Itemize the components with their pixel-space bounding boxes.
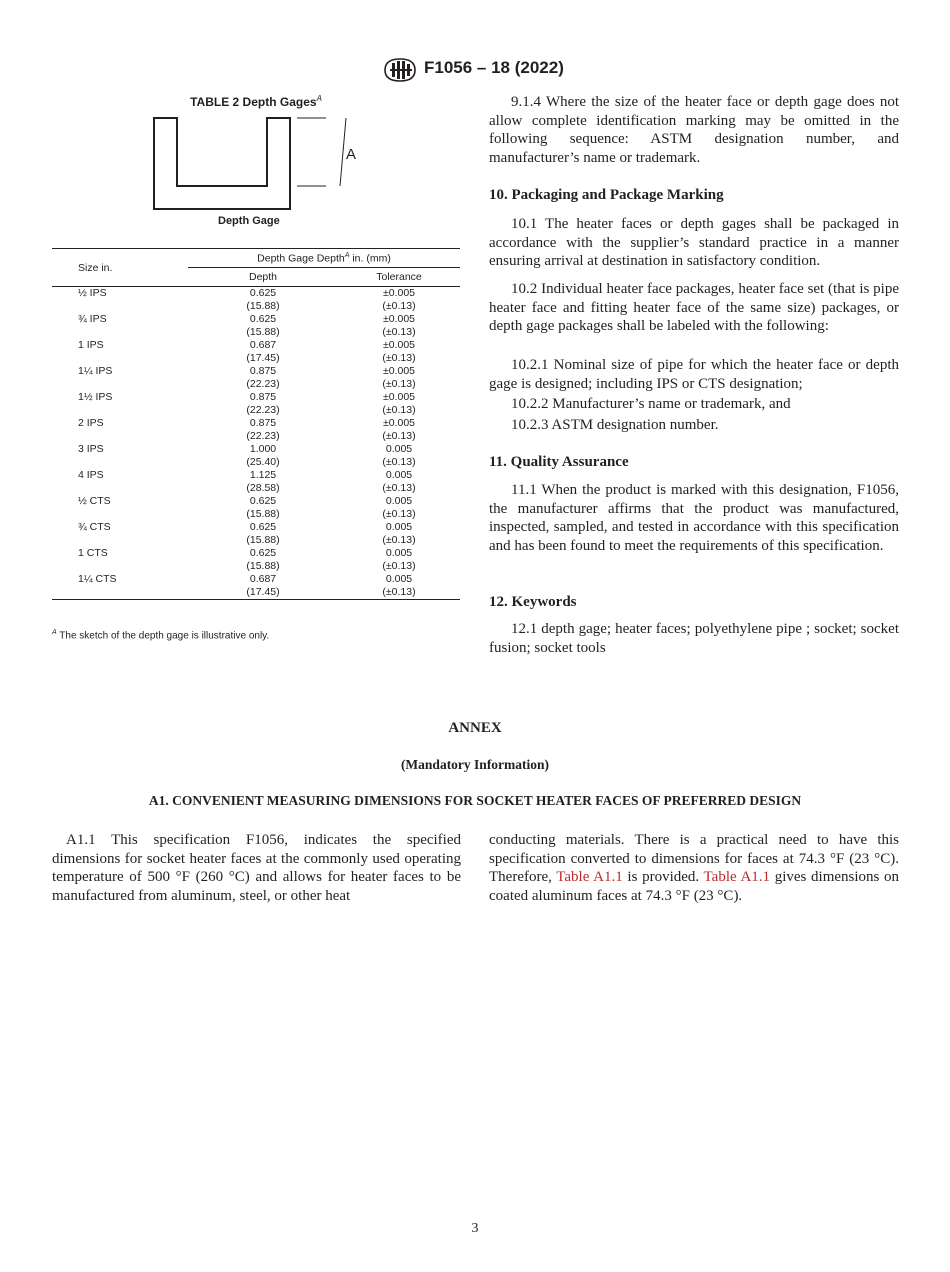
- row-size-value: ½ IPS: [78, 287, 107, 299]
- annex-a1-1-right: conducting materials. There is a practical need to have this specification converted to dimensions for faces at 74.3 °F (23 °C). Therefore, Table A1.1 is provided. Table A1.1 gives dimensions on coated aluminum faces at 74.3 °F (23 °C).: [489, 832, 900, 904]
- table-row: [52, 391, 460, 417]
- row-size-value: 3 IPS: [78, 443, 104, 455]
- row-depth-metric: (28.58): [246, 482, 280, 494]
- paragraph-9-1-4: 9.1.4 Where the size of the heater face or depth gage does not allow complete identification marking may be omitted in the following sequence: ASTM designation number, and manufacturer’s name or trademark.: [489, 94, 899, 166]
- row-depth-value: 0.875: [249, 417, 277, 429]
- row-size-value: 2 IPS: [78, 417, 104, 429]
- row-depth-metric: (22.23): [246, 404, 280, 416]
- row-depth: [188, 417, 338, 443]
- row-depth-metric: (15.88): [246, 508, 280, 520]
- annex-subtitle: (Mandatory Information): [400, 757, 550, 772]
- row-depth: [188, 365, 338, 391]
- table-row: [52, 417, 460, 443]
- row-depth-metric: (17.45): [246, 352, 280, 364]
- table-row: [52, 365, 460, 391]
- row-size-value: 1 IPS: [78, 339, 104, 351]
- row-tolerance-metric: (±0.13): [382, 456, 416, 468]
- table-title-text: TABLE 2 Depth Gages: [190, 95, 317, 109]
- paragraph-10-2: 10.2 Individual heater face packages, heater face set (that is pipe heater face and fitting heater face of the same size) packages, or depth gage packages shall be labeled with the following:: [489, 281, 899, 335]
- row-size: [52, 287, 188, 314]
- row-tolerance-value: ±0.005: [382, 365, 416, 377]
- row-tolerance-value: ±0.005: [382, 339, 416, 351]
- paragraph-10-1: 10.1 The heater faces or depth gages shall be packaged in accordance with the supplier’s standard practice in a manner ensuring arrival at destination in satisfactory condition.: [489, 216, 899, 270]
- page-number: 3: [471, 1221, 479, 1236]
- row-size-value: 1¼ IPS: [78, 365, 113, 377]
- row-depth-metric: (22.23): [246, 378, 280, 390]
- row-depth-metric: (22.23): [246, 430, 280, 442]
- row-tolerance: [338, 365, 460, 391]
- group-header-unit: in. (mm): [349, 252, 391, 265]
- row-size-value: 1¼ CTS: [78, 573, 117, 585]
- row-size-value: 4 IPS: [78, 469, 104, 481]
- astm-logo-icon: [381, 57, 419, 83]
- row-tolerance-value: 0.005: [385, 547, 413, 559]
- paragraph-12-1: 12.1 depth gage; heater faces; polyethylene pipe ; socket; socket fusion; socket tools: [489, 621, 899, 656]
- row-tolerance-value: 0.005: [385, 469, 413, 481]
- row-tolerance: [338, 469, 460, 495]
- table-a1-1-link[interactable]: Table A1.1: [556, 869, 623, 886]
- row-tolerance-metric: (±0.13): [382, 508, 416, 520]
- table-a1-1-link-2[interactable]: Table A1.1: [703, 869, 771, 886]
- row-tolerance-metric: (±0.13): [382, 482, 416, 494]
- paragraph-10-2-1: 10.2.1 Nominal size of pipe for which the heater face or depth gage is designed; including IPS or CTS designation;: [489, 357, 899, 392]
- row-size: [52, 365, 188, 391]
- footnote-text: The sketch of the depth gage is illustrative only.: [56, 630, 270, 642]
- table-body: [52, 287, 460, 600]
- row-tolerance-metric: (±0.13): [382, 430, 416, 442]
- table-row: [52, 313, 460, 339]
- row-depth: [188, 339, 338, 365]
- table-title-footnote-marker: A: [316, 94, 322, 103]
- sketch-caption: Depth Gage: [218, 215, 280, 227]
- paragraph-10-2-3: 10.2.3 ASTM designation number.: [511, 417, 719, 433]
- row-size: [52, 339, 188, 365]
- document-designation: F1056 – 18 (2022): [424, 58, 564, 77]
- row-size-value: ¾ IPS: [78, 313, 107, 325]
- section-10-heading: 10. Packaging and Package Marking: [489, 187, 724, 203]
- col-header-depth: Depth: [188, 268, 338, 287]
- page-header: [0, 57, 950, 83]
- group-header-footnote-marker: A: [344, 251, 350, 259]
- row-tolerance-value: 0.005: [385, 521, 413, 533]
- section-11-heading: 11. Quality Assurance: [489, 454, 629, 470]
- row-depth: [188, 547, 338, 573]
- section-12-heading: 12. Keywords: [489, 594, 577, 610]
- row-depth-value: 0.625: [249, 547, 277, 559]
- row-depth-metric: (15.88): [246, 300, 280, 312]
- table-row: [52, 495, 460, 521]
- row-depth: [188, 573, 338, 600]
- row-size: [52, 469, 188, 495]
- row-depth: [188, 443, 338, 469]
- row-tolerance: [338, 547, 460, 573]
- row-depth-value: 0.625: [249, 313, 277, 325]
- row-depth: [188, 469, 338, 495]
- depth-gage-outline: [154, 118, 290, 209]
- row-tolerance-value: 0.005: [385, 495, 413, 507]
- row-size: [52, 417, 188, 443]
- row-tolerance-value: ±0.005: [382, 391, 416, 403]
- row-tolerance: [338, 573, 460, 600]
- table-row: [52, 443, 460, 469]
- row-depth-value: 1.000: [249, 443, 277, 455]
- annex-a1-1-left: A1.1 This specification F1056, indicates the specified dimensions for socket heater faces at the commonly used operating temperature of 500 °F (260 °C) and allows for heater faces to be manufactured from aluminum, steel, or other heat: [52, 832, 461, 904]
- row-size-value: ½ CTS: [78, 495, 111, 507]
- row-depth-metric: (17.45): [246, 586, 280, 598]
- col-header-tolerance: Tolerance: [338, 268, 460, 287]
- row-tolerance-metric: (±0.13): [382, 378, 416, 390]
- row-tolerance-metric: (±0.13): [382, 560, 416, 572]
- row-depth: [188, 391, 338, 417]
- row-size: [52, 573, 188, 600]
- row-tolerance-metric: (±0.13): [382, 352, 416, 364]
- row-depth-value: 0.625: [249, 287, 277, 299]
- row-tolerance-metric: (±0.13): [382, 534, 416, 546]
- paragraph-11-1: 11.1 When the product is marked with this designation, F1056, the manufacturer affirms that the product was manufactured, inspected, sampled, and tested in accordance with this specification and has been found to meet the requirements of this specification.: [489, 482, 899, 554]
- row-depth-metric: (15.88): [246, 534, 280, 546]
- row-size-value: ¾ CTS: [78, 521, 111, 533]
- dimension-label: A: [346, 146, 357, 163]
- row-tolerance-value: 0.005: [385, 573, 413, 585]
- col-group-header-depth-gage: [188, 249, 460, 268]
- row-depth-value: 1.125: [249, 469, 277, 481]
- table-row: [52, 339, 460, 365]
- row-tolerance-value: ±0.005: [382, 417, 416, 429]
- row-tolerance: [338, 443, 460, 469]
- group-header-text: Depth Gage Depth: [257, 252, 345, 265]
- table-title: [52, 94, 460, 109]
- footnote-marker: A: [52, 629, 57, 636]
- table-row: [52, 573, 460, 600]
- row-size: [52, 443, 188, 469]
- row-tolerance-value: 0.005: [385, 443, 413, 455]
- col-header-size: Size in.: [52, 249, 188, 287]
- row-tolerance: [338, 495, 460, 521]
- row-tolerance: [338, 521, 460, 547]
- table-row: [52, 547, 460, 573]
- row-size: [52, 521, 188, 547]
- row-depth-value: 0.875: [249, 365, 277, 377]
- row-size-value: 1½ IPS: [78, 391, 113, 403]
- table-row: [52, 521, 460, 547]
- row-depth-metric: (15.88): [246, 560, 280, 572]
- row-tolerance-value: ±0.005: [382, 313, 416, 325]
- row-tolerance-metric: (±0.13): [382, 586, 416, 598]
- depth-gage-sketch: [150, 112, 370, 232]
- table-row: [52, 287, 460, 314]
- depth-gage-table: [52, 248, 460, 602]
- row-tolerance-metric: (±0.13): [382, 404, 416, 416]
- row-depth-metric: (15.88): [246, 326, 280, 338]
- table-row: [52, 469, 460, 495]
- row-tolerance: [338, 313, 460, 339]
- row-size: [52, 391, 188, 417]
- row-depth-value: 0.625: [249, 521, 277, 533]
- row-tolerance-metric: (±0.13): [382, 300, 416, 312]
- row-tolerance-metric: (±0.13): [382, 326, 416, 338]
- paragraph-10-2-2: 10.2.2 Manufacturer’s name or trademark, and: [511, 396, 791, 412]
- row-depth: [188, 521, 338, 547]
- row-depth: [188, 287, 338, 314]
- row-tolerance-value: ±0.005: [382, 287, 416, 299]
- row-depth-value: 0.687: [249, 573, 277, 585]
- row-size-value: 1 CTS: [78, 547, 108, 559]
- row-tolerance: [338, 391, 460, 417]
- row-size: [52, 495, 188, 521]
- row-depth: [188, 313, 338, 339]
- row-depth-value: 0.687: [249, 339, 277, 351]
- row-depth-metric: (25.40): [246, 456, 280, 468]
- row-depth: [188, 495, 338, 521]
- row-size: [52, 313, 188, 339]
- annex-title: ANNEX: [448, 720, 502, 736]
- row-tolerance: [338, 417, 460, 443]
- table-bottom-rule: [52, 600, 460, 603]
- row-depth-value: 0.625: [249, 495, 277, 507]
- annex-a1-heading: A1. CONVENIENT MEASURING DIMENSIONS FOR SOCKET HEATER FACES OF PREFERRED DESIGN: [148, 793, 802, 808]
- table-footnote: [52, 629, 269, 641]
- row-depth-value: 0.875: [249, 391, 277, 403]
- row-tolerance: [338, 287, 460, 314]
- row-size: [52, 547, 188, 573]
- row-tolerance: [338, 339, 460, 365]
